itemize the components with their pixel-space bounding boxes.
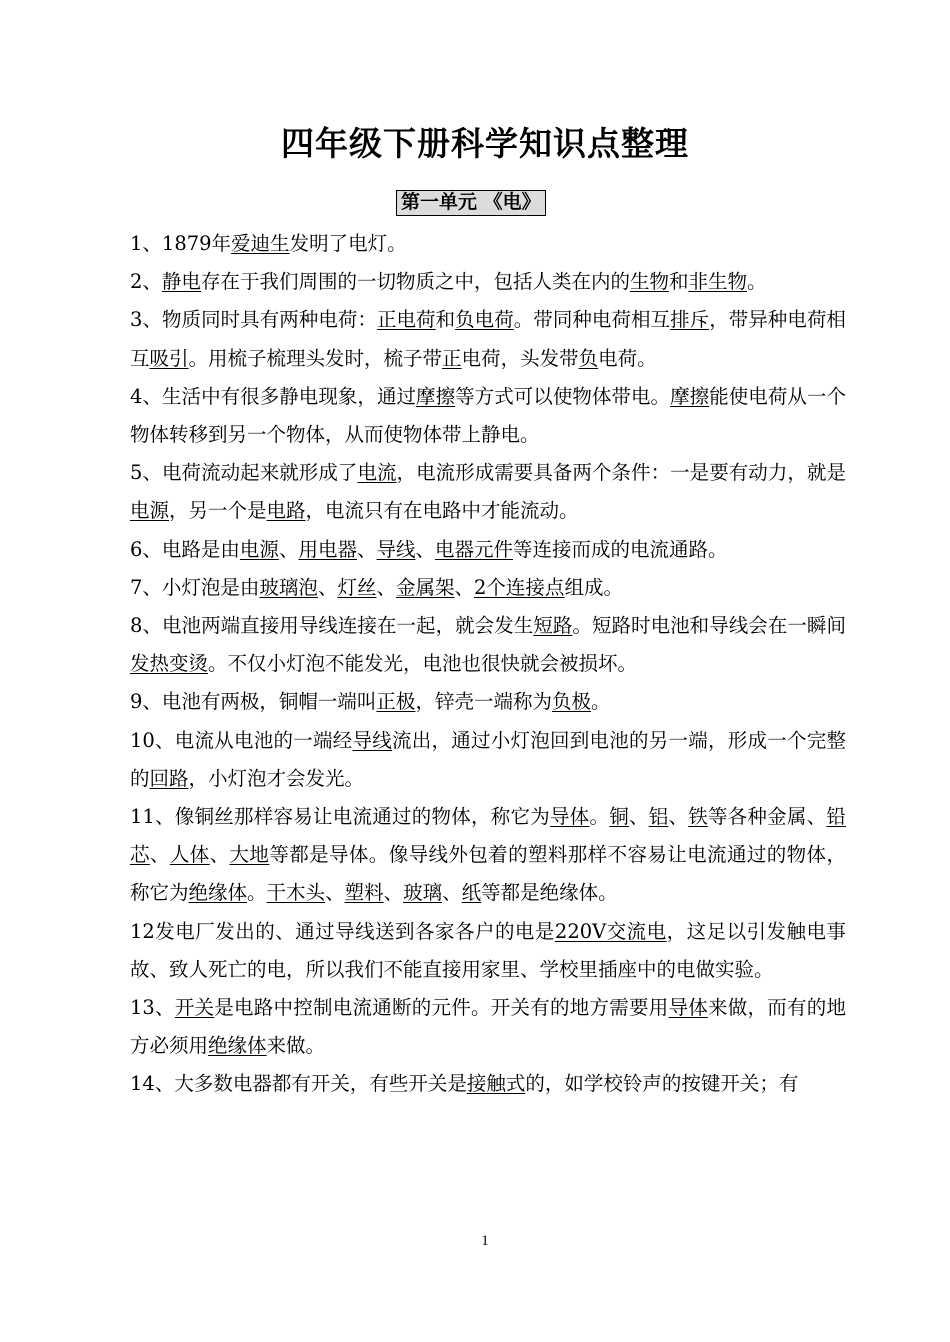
item-text: 等各种金属、 <box>707 805 827 829</box>
key-term: 回路 <box>149 766 189 790</box>
item-text: 、 <box>317 575 338 599</box>
item-text: 、 <box>454 575 475 599</box>
key-term: 静电 <box>161 270 201 294</box>
item-text: 12发电厂发出的、通过导线送到各家各户的电是 <box>130 919 555 943</box>
key-term: 负极 <box>551 690 591 714</box>
key-term: 摩擦 <box>416 384 456 408</box>
knowledge-list <box>130 225 846 1104</box>
item-text: 等方式可以使物体带电。 <box>455 384 671 408</box>
key-term: 绝缘体 <box>188 881 248 905</box>
item-text: 1、1879年 <box>130 232 232 255</box>
item-text: 和 <box>435 308 456 332</box>
item-text: 电荷。 <box>598 346 657 370</box>
item-text: 11、像铜丝那样容易让电流通过的物体，称它为 <box>130 805 550 829</box>
item-text: 的，如学校铃声的按键开关；有 <box>525 1072 799 1096</box>
list-item <box>130 1065 846 1103</box>
key-term: 吸引 <box>149 346 189 370</box>
document-title: 四年级下册科学知识点整理 <box>281 124 689 163</box>
item-text: 5、电荷流动起来就形成了 <box>130 461 358 485</box>
item-text: 、 <box>356 537 377 561</box>
item-text: 。 <box>747 270 767 294</box>
item-text: 。不仅小灯泡不能发光，电池也很快就会被损坏。 <box>208 652 638 676</box>
item-text: 等都是导体。像导线外包着的塑料那样不容易让电流通过的物体，称它为 <box>130 843 846 905</box>
key-term: 发热变烫 <box>130 652 209 676</box>
item-text: 8、电池两端直接用导线连接在一起，就会发生 <box>130 614 534 638</box>
list-item <box>130 913 846 989</box>
key-term: 人体 <box>169 843 210 867</box>
key-term: 铝 <box>648 805 669 829</box>
key-term: 生物 <box>629 270 669 294</box>
list-item <box>130 722 846 798</box>
key-term: 玻璃 <box>403 881 443 905</box>
key-term: 电器元件 <box>435 537 514 561</box>
item-text: 。 <box>590 690 611 714</box>
list-item <box>130 378 846 454</box>
key-term: 纸 <box>461 881 482 905</box>
list-item <box>130 569 846 607</box>
item-text: 、 <box>149 843 170 867</box>
item-text: 、 <box>325 881 345 905</box>
key-term: 正电荷 <box>376 308 436 332</box>
key-term: 负 <box>578 346 599 370</box>
item-text: 是电路中控制电流通断的元件。开关有的地方需要用 <box>214 996 669 1020</box>
key-term: 负电荷 <box>455 308 514 332</box>
key-term: 短路 <box>533 614 573 638</box>
item-text: 4、生活中有很多静电现象，通过 <box>130 384 417 408</box>
item-text: 、 <box>628 805 649 829</box>
item-text: 。 <box>589 805 610 829</box>
list-item <box>130 225 846 263</box>
key-term: 塑料 <box>344 881 384 905</box>
item-text: 3、物质同时具有两种电荷： <box>130 308 377 332</box>
item-text: 14、大多数电器都有开关，有些开关是 <box>130 1072 467 1096</box>
key-term: 干木头 <box>266 881 326 905</box>
key-term: 接触式 <box>466 1072 526 1096</box>
key-term: 玻璃泡 <box>259 575 318 599</box>
item-text: 等都是绝缘体。 <box>481 881 618 905</box>
item-text: 、 <box>278 537 299 561</box>
item-text: 等连接而成的电流通路。 <box>513 537 728 561</box>
item-text: 和 <box>668 270 689 294</box>
item-text: 。带同种电荷相互 <box>513 308 671 332</box>
item-text: 来做。 <box>266 1034 326 1058</box>
item-text: ，锌壳一端称为 <box>415 690 552 714</box>
item-text: 、 <box>415 537 436 561</box>
key-term: 摩擦 <box>670 384 710 408</box>
item-text: ，这足以引发触电事故、致人死亡的电，所以我们不能直接用家里、学校里插座中的电做实验。 <box>130 919 846 981</box>
item-text: ，电流形成需要具备两个条件：一是要有动力，就是 <box>396 461 846 485</box>
key-term: 导线 <box>352 728 393 752</box>
item-text: 10、电流从电池的一端经 <box>130 728 353 752</box>
key-term: 220V交流电 <box>554 919 667 943</box>
list-item <box>130 263 846 301</box>
item-text: 。用梳子梳理头发时，梳子带 <box>188 346 443 370</box>
unit-heading: 第一单元 《电》 <box>396 190 546 216</box>
key-term: 电路 <box>266 499 306 523</box>
key-term: 正 <box>442 346 462 370</box>
list-item <box>130 531 846 569</box>
item-text: 流出，通过小灯泡回到电池的另一端，形成一个完整的 <box>130 728 846 790</box>
list-item <box>130 301 846 377</box>
list-item <box>130 683 846 721</box>
item-text: ，电流只有在电路中才能流动。 <box>305 499 579 523</box>
key-term: 绝缘体 <box>208 1034 267 1058</box>
key-term: 非生物 <box>688 270 747 294</box>
key-term: 正极 <box>376 690 416 714</box>
item-text: ，带异种电荷相互 <box>130 308 846 370</box>
key-term: 爱迪生 <box>231 232 290 255</box>
key-term: 排斥 <box>670 308 710 332</box>
key-term: 铜 <box>609 805 629 829</box>
key-term: 导线 <box>376 537 416 561</box>
item-text: ，另一个是 <box>169 499 267 523</box>
item-text: ，小灯泡才会发光。 <box>188 766 365 790</box>
list-item <box>130 607 846 683</box>
key-term: 大地 <box>229 843 270 867</box>
list-item <box>130 989 846 1065</box>
key-term: 灯丝 <box>337 575 377 599</box>
item-text: 9、电池有两极，铜帽一端叫 <box>130 690 377 714</box>
item-text: 7、小灯泡是由 <box>130 575 260 599</box>
key-term: 铅芯 <box>130 805 846 867</box>
item-text: 13、 <box>130 996 175 1020</box>
item-text: 6、电路是由 <box>130 537 240 561</box>
item-text: 存在于我们周围的一切物质之中，包括人类在内的 <box>200 270 630 294</box>
key-term: 铁 <box>688 805 708 829</box>
key-term: 导体 <box>549 805 590 829</box>
item-text: 能使电荷从一个物体转移到另一个物体，从而使物体带上静电。 <box>130 384 846 447</box>
item-text: 来做，而有的地方必须用 <box>130 996 846 1058</box>
key-term: 电源 <box>239 537 279 561</box>
key-term: 2个连接点 <box>474 575 565 599</box>
key-term: 电源 <box>130 499 170 523</box>
key-term: 金属架 <box>395 575 455 599</box>
item-text: 组成。 <box>564 575 623 599</box>
list-item <box>130 798 846 913</box>
list-item <box>130 454 846 530</box>
item-text: 发明了电灯。 <box>289 232 407 255</box>
item-text: 、 <box>383 881 404 905</box>
key-term: 用电器 <box>298 537 357 561</box>
key-term: 开关 <box>174 996 215 1020</box>
item-text: 、 <box>209 843 230 867</box>
page-number: 1 <box>481 1233 489 1249</box>
item-text: 2、 <box>130 270 162 294</box>
key-term: 导体 <box>668 996 708 1020</box>
key-term: 电流 <box>357 461 397 485</box>
item-text: 电荷，头发带 <box>461 346 579 370</box>
item-text: 、 <box>442 881 462 905</box>
item-text: 。短路时电池和导线会在一瞬间 <box>572 614 846 638</box>
item-text: 、 <box>668 805 689 829</box>
item-text: 。 <box>247 881 267 905</box>
item-text: 、 <box>376 575 396 599</box>
